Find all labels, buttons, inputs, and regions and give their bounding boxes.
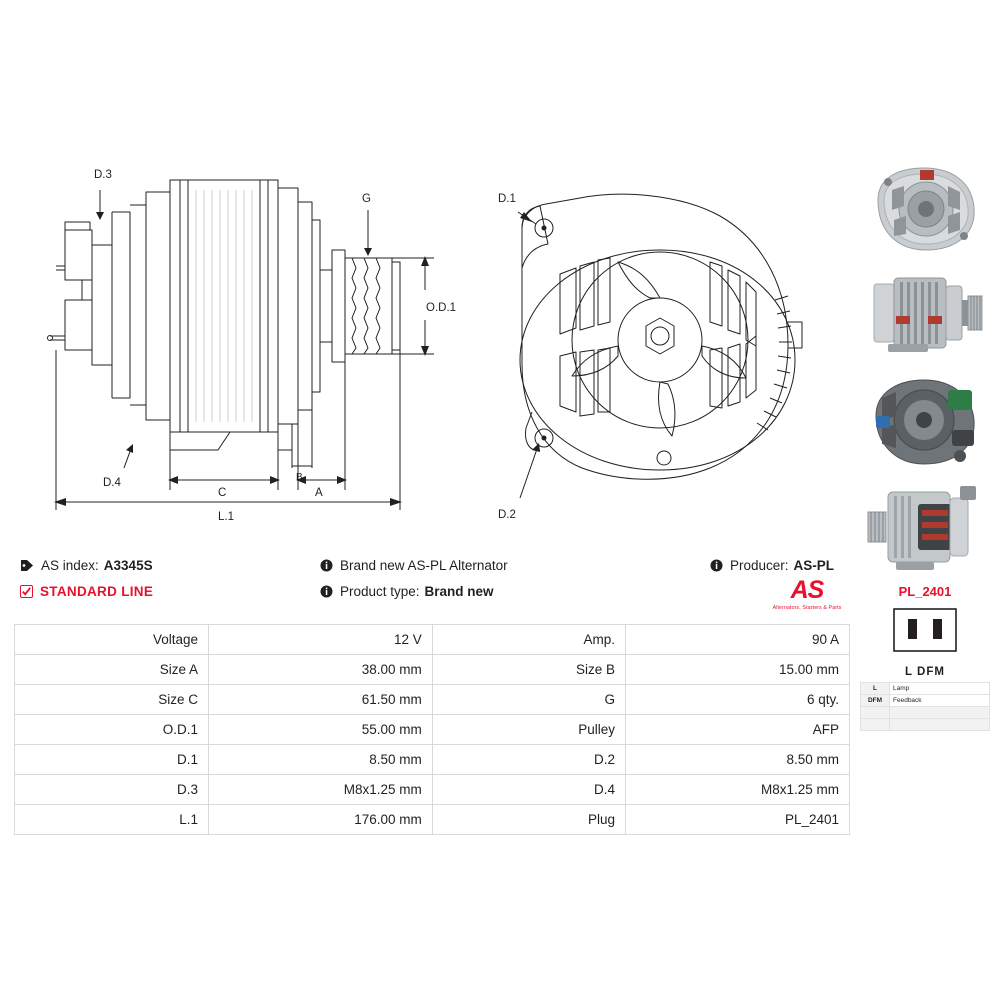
plug-pin-table: [860, 682, 990, 731]
product-photo-angled[interactable]: [860, 478, 990, 576]
callout-d3: D.3: [94, 169, 112, 181]
product-photo-column: [860, 160, 990, 731]
plug-pin-key: L: [861, 683, 890, 695]
table-row: [15, 655, 850, 685]
plug-pin-desc: [890, 707, 990, 719]
spec-label: L.1: [15, 805, 209, 835]
spec-label: Plug: [432, 805, 625, 835]
table-row: [861, 719, 990, 731]
spec-label: O.D.1: [15, 715, 209, 745]
product-photo-side[interactable]: [860, 266, 990, 364]
plug-pin-key: [861, 719, 890, 731]
callout-g: G: [362, 193, 371, 205]
plug-diagram: [860, 603, 990, 665]
plug-pin-desc: [890, 719, 990, 731]
spec-value: 6 qty.: [626, 685, 850, 715]
standard-line-text: STANDARD LINE: [40, 583, 154, 599]
spec-label: Voltage: [15, 625, 209, 655]
product-photo-front[interactable]: [860, 160, 990, 258]
callout-a: A: [315, 487, 323, 499]
table-row: [15, 775, 850, 805]
product-type-value: Brand new: [424, 583, 494, 599]
plug-pin-labels: L DFM: [905, 666, 945, 678]
tag-icon: [20, 559, 34, 572]
spec-value: 61.50 mm: [209, 685, 433, 715]
specification-table: [14, 624, 850, 835]
plug-code-label: PL_2401: [898, 584, 952, 599]
callout-d2: D.2: [498, 509, 516, 521]
spec-value: 55.00 mm: [209, 715, 433, 745]
product-info-block: [20, 552, 850, 614]
info-row-2: [20, 578, 850, 604]
as-index: [20, 558, 320, 573]
check-icon: [20, 585, 33, 598]
logo-text: AS: [790, 576, 824, 604]
table-row: [15, 745, 850, 775]
logo-subtitle: Alternators, Starters & Parts: [772, 605, 842, 611]
spec-value: M8x1.25 mm: [209, 775, 433, 805]
table-row: [15, 625, 850, 655]
producer: [710, 558, 850, 573]
table-row: [861, 683, 990, 695]
spec-value: 38.00 mm: [209, 655, 433, 685]
info-icon: [320, 559, 333, 572]
spec-label: Pulley: [432, 715, 625, 745]
producer-value: AS-PL: [793, 557, 835, 573]
table-row: [861, 695, 990, 707]
as-pl-logo: [762, 578, 852, 611]
callout-b: B: [296, 472, 303, 483]
info-icon: [320, 585, 333, 598]
brand-new-line: [320, 558, 710, 573]
callout-d4: D.4: [103, 477, 121, 489]
as-index-label: AS index:: [41, 557, 99, 573]
spec-value: 90 A: [626, 625, 850, 655]
spec-value: M8x1.25 mm: [626, 775, 850, 805]
spec-value: 8.50 mm: [209, 745, 433, 775]
spec-value: 15.00 mm: [626, 655, 850, 685]
table-row: [15, 715, 850, 745]
producer-label: Producer:: [730, 557, 789, 573]
spec-label: D.2: [432, 745, 625, 775]
spec-value: 8.50 mm: [626, 745, 850, 775]
spec-label: Size C: [15, 685, 209, 715]
alternator-technical-drawing: [20, 150, 850, 540]
callout-od1: O.D.1: [426, 302, 457, 314]
brand-new-text: Brand new AS-PL Alternator: [340, 557, 508, 573]
info-icon: [710, 559, 723, 572]
spec-value: AFP: [626, 715, 850, 745]
standard-line-badge: [20, 584, 320, 599]
product-type-label: Product type:: [340, 583, 420, 599]
plug-pin-desc: Lamp: [890, 683, 990, 695]
table-row: [15, 805, 850, 835]
table-row: [861, 707, 990, 719]
spec-value: 12 V: [209, 625, 433, 655]
spec-label: D.1: [15, 745, 209, 775]
spec-label: Size A: [15, 655, 209, 685]
spec-label: Size B: [432, 655, 625, 685]
spec-label: G: [432, 685, 625, 715]
plug-pin-desc: Feedback: [890, 695, 990, 707]
spec-value: 176.00 mm: [209, 805, 433, 835]
spec-label: D.3: [15, 775, 209, 805]
plug-pin-key: [861, 707, 890, 719]
as-index-value: A3345S: [103, 557, 153, 573]
callout-l1: L.1: [218, 511, 234, 523]
table-row: [15, 685, 850, 715]
callout-d1: D.1: [498, 193, 516, 205]
info-row-1: [20, 552, 850, 578]
spec-label: Amp.: [432, 625, 625, 655]
callout-c: C: [218, 487, 227, 499]
product-type: [320, 584, 710, 599]
product-photo-rear[interactable]: [860, 372, 990, 470]
spec-value: PL_2401: [626, 805, 850, 835]
technical-drawings: [20, 150, 850, 540]
spec-label: D.4: [432, 775, 625, 805]
plug-pin-key: DFM: [861, 695, 890, 707]
